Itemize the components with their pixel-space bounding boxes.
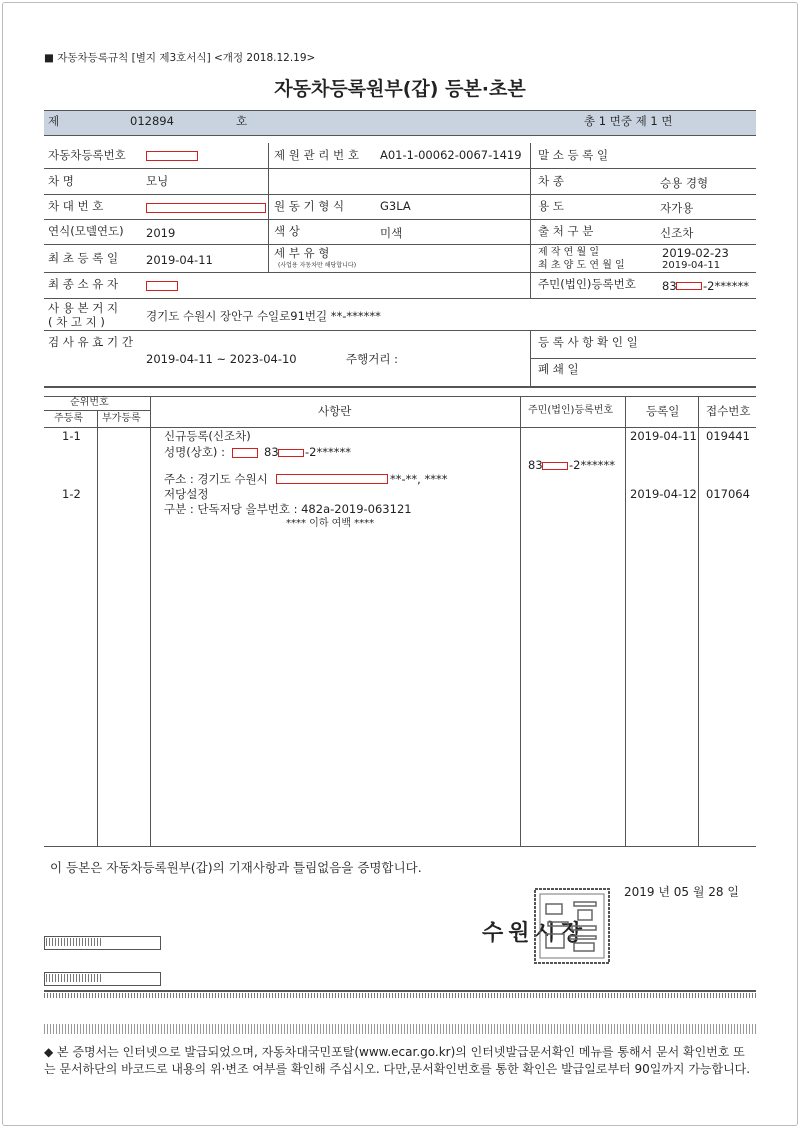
row2-date: 2019-04-12 [630,487,697,501]
issuer-name: 수원시장 [482,920,588,946]
label-model-year: 연식(모델연도) [48,224,124,238]
row2-line2: 구분 : 단독저당 을부번호 : 482a-2019-063121 [164,502,412,516]
label-cancel-date: 말 소 등 록 일 [538,148,609,162]
value-mgmt-no: A01-1-00062-0067-1419 [380,148,522,162]
label-car-name: 차 명 [48,174,74,188]
value-owner-id-prefix: 83 [662,279,677,293]
barcode-strip-bottom [44,1024,756,1034]
label-made-date: 제 작 연 월 일 [538,247,600,258]
redaction-row1-name [232,448,258,458]
th-receipt: 접수번호 [706,404,751,418]
label-detail-type: 세 부 유 형 [274,246,330,260]
doc-number: 012894 [130,114,174,128]
label-vin: 차 대 번 호 [48,199,104,213]
th-rank: 순위번호 [70,397,109,408]
value-made-date: 2019-02-23 [662,246,729,260]
page-count: 총 1 면중 제 1 면 [584,114,673,128]
value-owner-id-suffix: -2****** [703,279,749,293]
value-first-reg: 2019-04-11 [146,253,213,267]
value-address: 경기도 수원시 장안구 수일로91번길 **-****** [146,309,381,323]
row2-line3: **** 이하 여백 **** [286,518,375,529]
redaction-row1-id [278,449,304,457]
form-reference: ■ 자동차등록규칙 [별지 제3호서식] <개정 2018.12.19> [44,52,316,64]
row1-line2-label: 성명(상호) : [164,445,225,459]
label-detail-note: (사업용 자동차만 해당합니다) [278,262,357,269]
th-main: 주등록 [54,413,83,424]
row1-line1: 신규등록(신조차) [164,429,251,443]
label-mgmt-no: 제 원 관 리 번 호 [274,148,359,162]
label-address-1: 사 용 본 거 지 [48,301,119,315]
value-inspection: 2019-04-11 ~ 2023-04-10 [146,352,297,366]
label-scrap: 폐 쇄 일 [538,362,579,376]
redaction-vin [146,203,266,213]
notice-text: ◆ 본 증명서는 인터넷으로 발급되었으며, 자동차대국민포탈(www.ecar.go.kr)의 인터넷발급문서확인 메뉴를 통해서 문서 확인번호 또는 문서하단의 바코드로 내용의 위·변조 여부를 확인해 주십시오. 다만,문서확인번호를 통한 확인은 발급일로부터 90일까지 가능합니다. [44,1045,751,1076]
value-usage: 자가용 [660,201,694,215]
label-usage: 용 도 [538,199,564,213]
separator-line [44,990,756,992]
row2-receipt: 017064 [706,487,750,501]
row1-id-prefix: 83 [528,458,543,472]
redaction-row1-regid [542,462,568,470]
row2-line1: 저당설정 [164,487,209,501]
redaction-owner-id [676,282,702,290]
label-car-type: 차 종 [538,174,564,188]
doc-prefix: 제 [48,114,60,128]
redaction-row1-address [276,474,388,484]
label-engine: 원 동 기 형 식 [274,199,345,213]
redaction-owner [146,281,178,291]
value-car-name: 모닝 [146,174,169,188]
page-border [2,2,798,1126]
label-first-transfer: 최 초 양 도 연 월 일 [538,260,625,271]
barcode-1 [46,938,102,946]
doc-suffix: 호 [236,114,248,128]
row1-line2-prefix: 83 [264,445,279,459]
th-items: 사항란 [318,404,352,418]
value-car-type: 승용 경형 [660,176,709,190]
redaction-reg-no [146,151,198,161]
value-engine: G3LA [380,199,411,213]
label-owner-id: 주민(법인)등록번호 [538,277,636,291]
document-title: 자동차등록원부(갑) 등본·초본 [274,78,526,100]
certification-text: 이 등본은 자동차등록원부(갑)의 기재사항과 틀림없음을 증명합니다. [50,860,422,875]
barcode-2 [46,974,102,982]
row1-rank: 1-1 [62,429,81,443]
value-model-year: 2019 [146,226,176,240]
value-color: 미색 [380,226,403,240]
value-origin: 신조차 [660,226,694,240]
label-address-2: ( 차 고 지 ) [48,315,105,329]
label-reg-no: 자동차등록번호 [48,148,126,162]
value-first-transfer: 2019-04-11 [662,260,721,271]
row1-line3-label: 주소 : 경기도 수원시 [164,472,268,486]
th-sub: 부가등록 [102,413,141,424]
row2-rank: 1-2 [62,487,81,501]
th-date: 등록일 [646,404,680,418]
row1-id-suffix: -2****** [569,458,615,472]
barcode-strip-top [44,993,756,998]
th-id: 주민(법인)등록번호 [528,405,614,416]
issue-date: 2019 년 05 월 28 일 [624,885,739,899]
row1-date: 2019-04-11 [630,429,697,443]
label-first-reg: 최 초 등 록 일 [48,251,119,265]
label-owner: 최 종 소 유 자 [48,277,119,291]
row1-line2-suffix: -2****** [305,445,351,459]
label-origin: 출 처 구 분 [538,224,594,238]
official-seal-icon [534,888,610,964]
label-mileage: 주행거리 : [346,352,398,366]
label-inspection: 검 사 유 효 기 간 [48,335,133,349]
row1-receipt: 019441 [706,429,750,443]
row1-line3-suffix: **-**, **** [390,472,448,486]
label-color: 색 상 [274,224,300,238]
label-reg-confirm: 등 록 사 항 확 인 일 [538,335,638,349]
